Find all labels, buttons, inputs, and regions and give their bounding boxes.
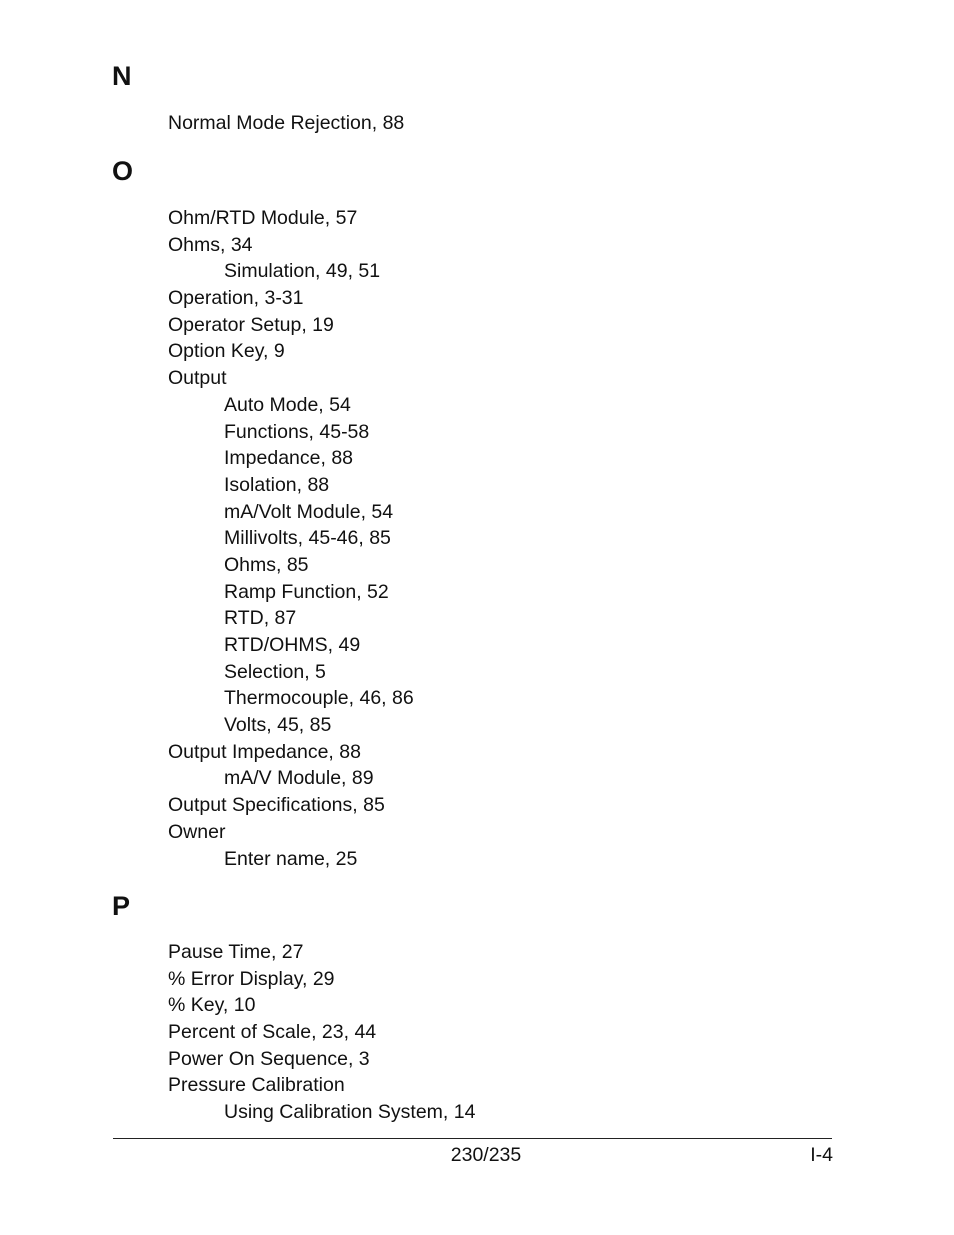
index-subentry: Ohms, 85	[224, 553, 309, 576]
index-entry: Operation, 3-31	[168, 287, 304, 310]
section-p-entries	[0, 939, 475, 1126]
index-subentry: Isolation, 88	[224, 473, 330, 496]
index-entry: % Error Display, 29	[168, 967, 335, 990]
index-entry: Ohm/RTD Module, 57	[168, 207, 358, 229]
index-subentry: mA/Volt Module, 54	[224, 500, 394, 523]
index-subentry: Using Calibration System, 14	[224, 1101, 476, 1124]
index-entry: Pause Time, 27	[168, 941, 304, 963]
index-entry: Power On Sequence, 3	[168, 1047, 370, 1070]
index-subentry: mA/V Module, 89	[224, 767, 374, 790]
index-entry: Pressure Calibration	[168, 1074, 345, 1097]
index-subentry: Thermocouple, 46, 86	[224, 687, 414, 710]
index-entry: Output Impedance, 88	[168, 740, 361, 763]
index-entry: Percent of Scale, 23, 44	[168, 1021, 377, 1044]
index-subentry: RTD/OHMS, 49	[224, 634, 361, 656]
footer-page-number: I-4	[810, 1144, 833, 1166]
index-entry: Operator Setup, 19	[168, 313, 334, 336]
index-entry: % Key, 10	[168, 994, 256, 1017]
index-subentry: RTD, 87	[224, 607, 297, 630]
section-o-entries	[0, 205, 414, 872]
section-letter-p: P	[112, 891, 131, 921]
index-entry: Normal Mode Rejection, 88	[168, 112, 405, 134]
section-letter-o: O	[112, 156, 134, 186]
section-letter-n: N	[112, 61, 132, 91]
index-subentry: Millivolts, 45-46, 85	[224, 527, 391, 550]
index-subentry: Functions, 45-58	[224, 420, 370, 443]
section-n-entries	[0, 110, 404, 137]
index-subentry: Volts, 45, 85	[224, 714, 332, 737]
index-entry: Output	[168, 367, 227, 390]
index-entry: Output Specifications, 85	[168, 794, 385, 817]
index-subentry: Simulation, 49, 51	[224, 260, 381, 283]
index-entry: Option Key, 9	[168, 340, 285, 363]
index-subentry: Selection, 5	[224, 660, 326, 683]
index-subentry: Impedance, 88	[224, 447, 354, 470]
footer-model: 230/235	[450, 1144, 522, 1166]
index-entry: Owner	[168, 820, 226, 843]
footer-rule	[113, 1138, 832, 1139]
index-subentry: Enter name, 25	[224, 847, 358, 870]
index-subentry: Ramp Function, 52	[224, 580, 389, 603]
index-entry: Ohms, 34	[168, 233, 253, 256]
index-subentry: Auto Mode, 54	[224, 393, 351, 416]
